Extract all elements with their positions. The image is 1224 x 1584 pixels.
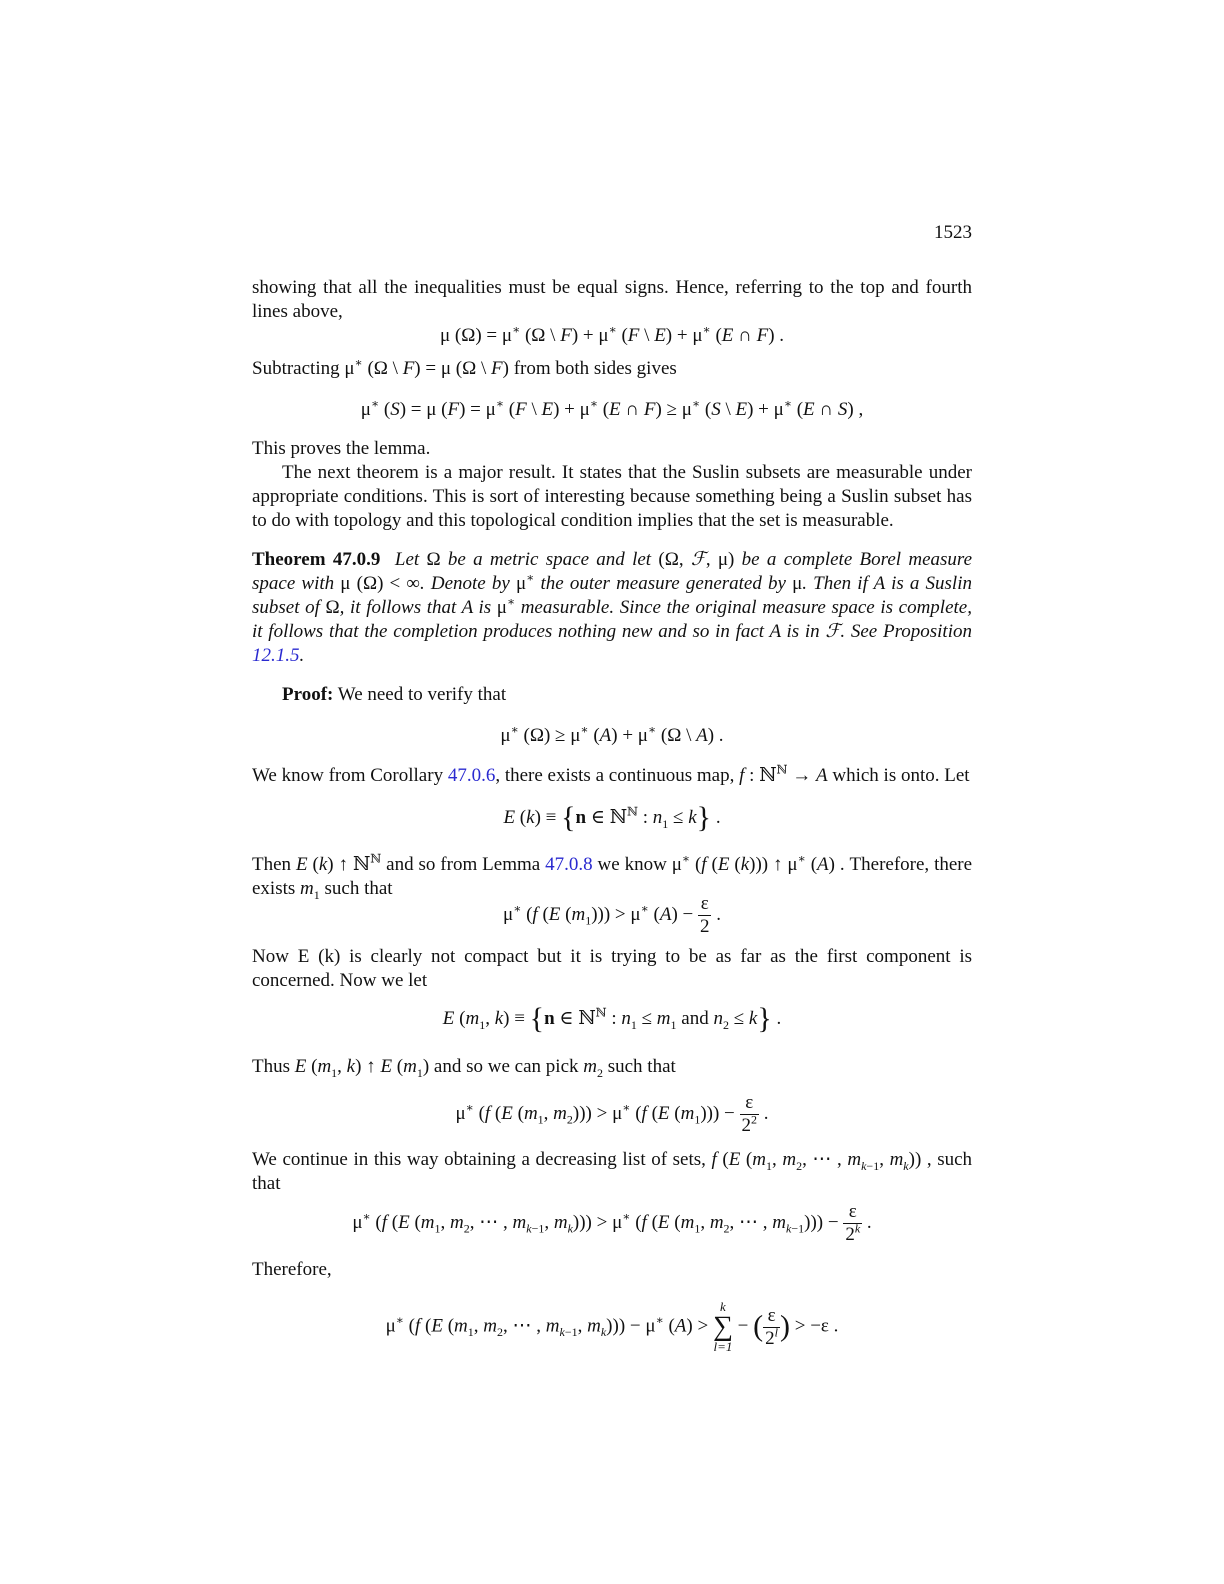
equation-m2: μ∗ (f (E ($m_1$, $m_2))) > \mu^∗$ (f (E $(m_1)$)) − $\frac{\varepsilon}{2^2}$ . (455, 1092, 769, 1136)
theorem-label: Theorem 47.0.9 (252, 549, 381, 570)
equation-mk: μ∗ (f (E ($m_1$, $m_2$, ⋯ , $m_{k-1}$, $m_k))) > \mu^∗$ (f (E ($m_1$, $m_2$, ⋯ , $m_{k-1}$))) − $\frac{\varepsilon}{2^k}$ . (352, 1201, 872, 1245)
equation-mu-omega: μ (Ω) = μ∗ (Ω \ F) + μ∗ (F \ E) + μ∗ (E ∩ F) . (439, 322, 785, 346)
paragraph-intro: showing that all the inequalities must be equal signs. Hence, referring to the top and fourth lines above, (252, 277, 972, 322)
paragraph-therefore: Therefore, (252, 1259, 332, 1280)
proof-text: We need to verify that (337, 684, 507, 705)
proof-intro (252, 683, 972, 707)
paragraph-continue: We continue in this way obtaining a decreasing list of sets, f (E ($m_1$, $m_2$, ⋯ , $m_{k-1}$, $m_k$)) , such that (252, 1149, 973, 1194)
corollary-link[interactable]: 47.0.6 (447, 765, 496, 786)
proposition-link[interactable]: 12.1.5 (252, 645, 300, 666)
paragraph-corollary: We know from Corollary 47.0.6, there exists a continuous map, f : ℕ$^ℕ$ → A which is onto. Let (252, 762, 970, 786)
lemma-link[interactable]: 47.0.8 (545, 854, 593, 875)
equation-m1: μ∗ (f (E $(m_1))) > \mu^∗$ (A) − $\frac{\varepsilon}{2}$ . (503, 893, 721, 937)
paragraph-now-let: Now E (k) is clearly not compact but it is trying to be as far as the first component is concerned. Now we let (252, 946, 972, 991)
proof-label: Proof: (282, 684, 334, 705)
equation-mu-s: μ∗ (S) = μ (F) = μ∗ (F \ E) + μ∗ (E ∩ F) ≥ μ∗ (S \ E) + μ∗ (E ∩ S) , (360, 396, 864, 420)
equation-e-m1-k: E ($m_1$, k) ≡ {n ∈ ℕ$^ℕ$ : $n_1 \le m_1$ and $n_2 \le k$} . (442, 1002, 782, 1035)
paragraph-then: Then E (k) ↑ ℕ$^ℕ$ and so from Lemma 47.0.8 we know μ∗ (f (E (k))) ↑ μ∗ (A) . Therefore, there exists $m_1$ such that (252, 851, 973, 902)
paragraph-next-theorem: The next theorem is a major result. It states that the Suslin subsets are measurable under appropriate conditions. This is sort of interesting because something being a Suslin subset has to do with topology and this topological condition implies that the set is measurable. (252, 462, 972, 531)
paragraph-proves-lemma: This proves the lemma. (252, 438, 431, 459)
equation-verify: μ∗ (Ω) ≥ μ∗ (A) + μ∗ (Ω \ A) . (500, 722, 724, 746)
subtracting-tail: from both sides gives (513, 358, 677, 379)
equation-e-k: E (k) ≡ {n ∈ ℕ$^ℕ$ : $n_1 \le k$} . (503, 801, 721, 834)
paragraph-thus: Thus E ($m_1$, k) ↑ E $(m_1)$ and so we can pick $m_2$ such that (252, 1056, 676, 1080)
theorem-47-0-9: Theorem 47.0.9 Let Ω be a metric space and let (Ω, ℱ, μ) be a complete Borel measure space with μ (Ω) < ∞. Denote by μ∗ the outer measure generated by μ. Then if A is a Suslin subset of Ω, it follows that A is μ∗ measurable. Since the original measure space is complete, it follows that the completion produces nothing new and so in fact A is in ℱ. See Proposition 12.1.5. (252, 549, 973, 666)
paragraph-subtracting: Subtracting μ∗ (Ω \ F) = μ (Ω \ F) from both sides gives (252, 355, 677, 379)
page-number: 1523 (934, 222, 972, 243)
equation-sum: μ∗ (f (E ($m_1$, $m_2$, ⋯ , $m_{k-1}$, $m_k))) - \mu^∗$ (A) > k ∑ l=1 − ( $\frac{\varepsilon}{2^l}$ ) > −ε . (385, 1299, 839, 1354)
